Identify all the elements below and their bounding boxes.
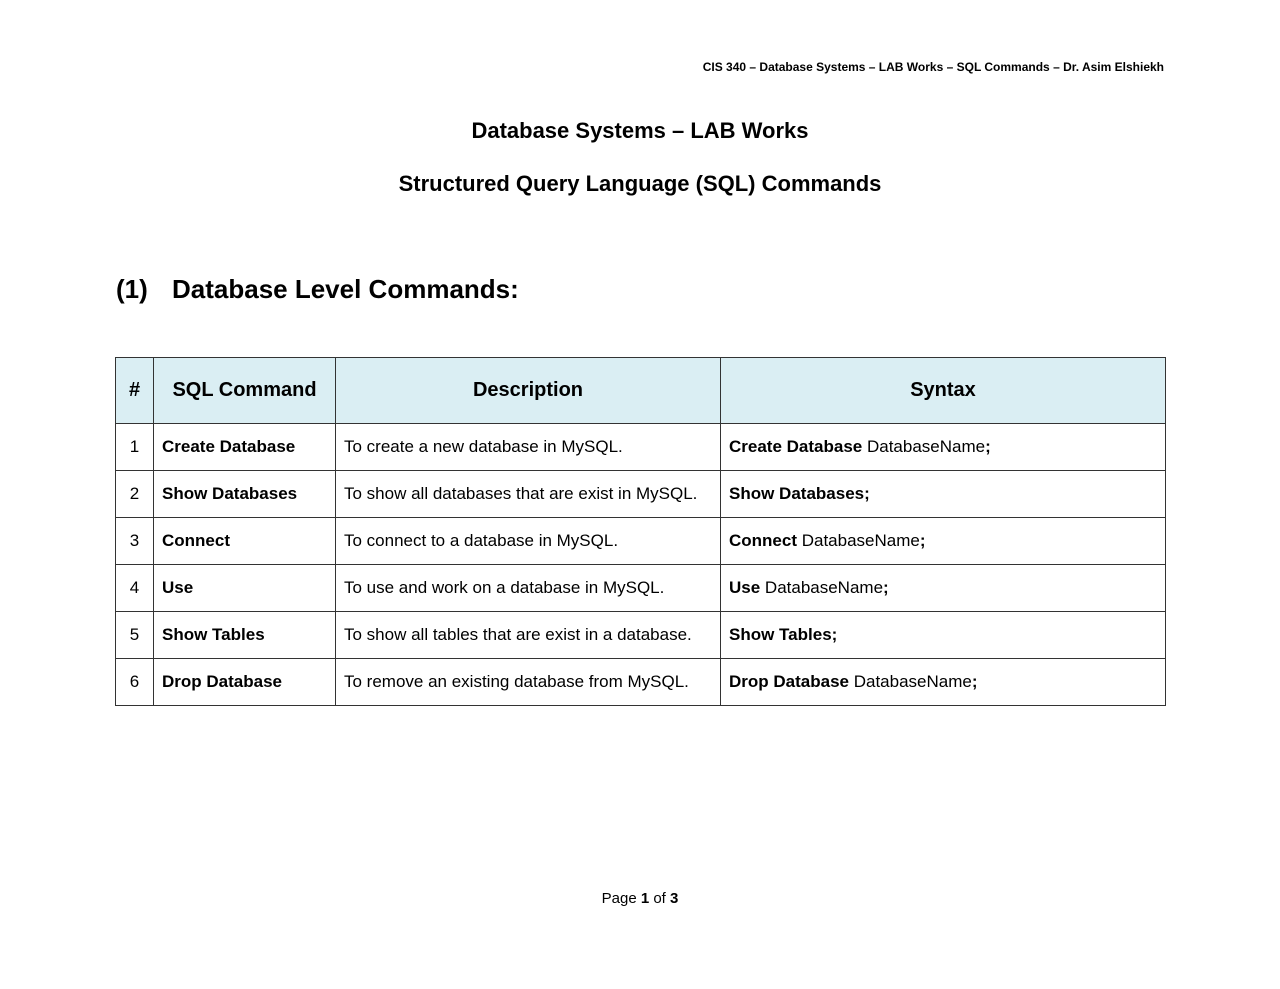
page-of-label: of <box>649 890 671 907</box>
command-syntax <box>721 565 1166 612</box>
page-footer <box>0 890 1280 907</box>
syntax-argument: DatabaseName <box>848 672 972 691</box>
section-title: Database Level Commands: <box>172 274 519 304</box>
table-row <box>116 565 1166 612</box>
row-number: 2 <box>116 471 154 518</box>
syntax-terminator: ; <box>919 531 926 550</box>
command-name: Connect <box>154 518 336 565</box>
syntax-terminator: ; <box>971 672 978 691</box>
section-number: (1) <box>116 274 148 304</box>
row-number: 6 <box>116 659 154 706</box>
document-title: Database Systems – LAB Works <box>471 118 809 143</box>
command-syntax <box>721 424 1166 471</box>
command-description: To use and work on a database in MySQL. <box>336 565 721 612</box>
syntax-terminator: ; <box>985 437 991 456</box>
running-header: CIS 340 – Database Systems – LAB Works – SQL Commands – Dr. Asim Elshiekh <box>702 60 1164 74</box>
document-subtitle: Structured Query Language (SQL) Commands <box>398 171 882 196</box>
command-name: Drop Database <box>154 659 336 706</box>
command-syntax <box>721 471 1166 518</box>
command-syntax <box>721 518 1166 565</box>
command-name: Show Tables <box>154 612 336 659</box>
column-header-syntax: Syntax <box>721 358 1166 424</box>
column-header-description: Description <box>336 358 721 424</box>
column-header-number: # <box>116 358 154 424</box>
table-row <box>116 659 1166 706</box>
row-number: 1 <box>116 424 154 471</box>
syntax-argument: DatabaseName <box>797 531 920 550</box>
section-heading <box>116 274 519 305</box>
syntax-keyword: Show Tables <box>729 625 832 644</box>
command-description: To create a new database in MySQL. <box>336 424 721 471</box>
syntax-argument: DatabaseName <box>760 578 884 597</box>
command-name: Use <box>154 565 336 612</box>
sql-commands-table <box>115 357 1166 706</box>
column-header-command: SQL Command <box>154 358 336 424</box>
syntax-keyword: Show Databases <box>729 484 865 503</box>
syntax-argument: DatabaseName <box>862 437 986 456</box>
command-syntax <box>721 659 1166 706</box>
command-name: Show Databases <box>154 471 336 518</box>
syntax-terminator: ; <box>864 484 870 503</box>
page-label: Page <box>601 890 641 907</box>
row-number: 4 <box>116 565 154 612</box>
syntax-terminator: ; <box>831 625 838 644</box>
table-header-row <box>116 358 1166 424</box>
command-description: To show all databases that are exist in MySQL. <box>336 471 721 518</box>
current-page-number: 1 <box>640 890 650 907</box>
row-number: 3 <box>116 518 154 565</box>
row-number: 5 <box>116 612 154 659</box>
command-syntax <box>721 612 1166 659</box>
syntax-keyword: Use <box>729 578 761 597</box>
table-row <box>116 612 1166 659</box>
total-pages-number: 3 <box>670 890 679 907</box>
table-row <box>116 424 1166 471</box>
syntax-keyword: Drop Database <box>729 672 849 691</box>
table-row <box>116 471 1166 518</box>
syntax-keyword: Connect <box>729 531 797 550</box>
command-name: Create Database <box>154 424 336 471</box>
command-description: To connect to a database in MySQL. <box>336 518 721 565</box>
syntax-keyword: Create Database <box>729 437 863 456</box>
command-description: To show all tables that are exist in a database. <box>336 612 721 659</box>
syntax-terminator: ; <box>883 578 889 597</box>
table-row <box>116 518 1166 565</box>
command-description: To remove an existing database from MySQL. <box>336 659 721 706</box>
